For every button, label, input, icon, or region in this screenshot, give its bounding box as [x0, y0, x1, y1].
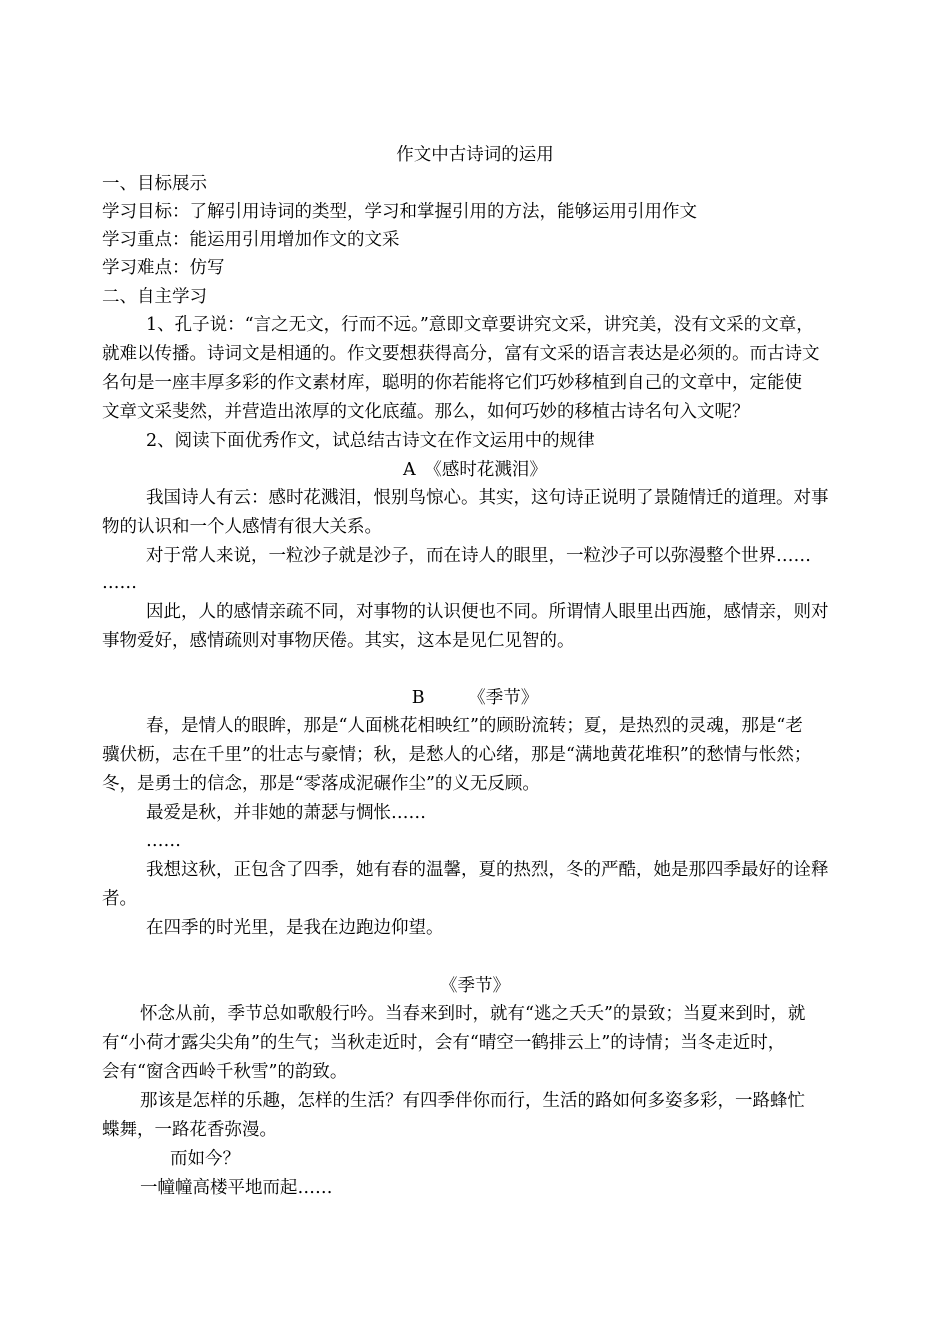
section-heading-goals: 一、目标展示 — [102, 174, 207, 194]
paragraph-line: 蝶舞，一路花香弥漫。 — [102, 1120, 277, 1140]
paragraph-line: 冬，是勇士的信念，那是“零落成泥碾作尘”的义无反顾。 — [102, 774, 540, 794]
paragraph-line: 那该是怎样的乐趣，怎样的生活？有四季伴你而行，生活的路如何多姿多彩，一路蜂忙 — [140, 1091, 805, 1111]
paragraph-line: 春，是情人的眼眸，那是“人面桃花相映红”的顾盼流转；夏，是热烈的灵魂，那是“老 — [146, 716, 803, 736]
paragraph-line: 会有“窗含西岭千秋雪”的韵致。 — [102, 1062, 348, 1082]
paragraph-line: 最爱是秋，并非她的萧瑟与惆怅…… — [146, 803, 426, 823]
learning-goal: 学习目标：了解引用诗词的类型，学习和掌握引用的方法，能够运用引用作文 — [102, 202, 697, 222]
paragraph-line: 文章文采斐然，并营造出浓厚的文化底蕴。那么，如何巧妙的移植古诗名句入文呢？ — [102, 402, 750, 422]
paragraph-line: 而如今？ — [170, 1149, 240, 1169]
paragraph-line: 我国诗人有云：感时花溅泪，恨别鸟惊心。其实，这句诗正说明了景随情迁的道理。对事 — [146, 488, 829, 508]
ellipsis-line: …… — [146, 831, 181, 851]
document-title: 作文中古诗词的运用 — [396, 145, 554, 165]
ellipsis-line: …… — [102, 573, 137, 593]
paragraph-line: 者。 — [102, 889, 137, 909]
paragraph-line: 我想这秋，正包含了四季，她有春的温馨，夏的热烈，冬的严酷，她是那四季最好的诠释 — [146, 860, 829, 880]
paragraph-line: 事物爱好，感情疏则对事物厌倦。其实，这本是见仁见智的。 — [102, 631, 575, 651]
paragraph-line: 骥伏枥，志在千里”的壮志与豪情；秋，是愁人的心绪，那是“满地黄花堆积”的愁情与怅然； — [102, 745, 812, 765]
paragraph-line: 2、阅读下面优秀作文，试总结古诗文在作文运用中的规律 — [146, 431, 595, 451]
paragraph-line: 就难以传播。诗词文是相通的。作文要想获得高分，富有文采的语言表达是必须的。而古诗文 — [102, 344, 820, 364]
paragraph-line: 1、孔子说：“言之无文，行而不远。”意即文章要讲究文采，讲究美，没有文采的文章， — [146, 315, 814, 335]
essay-b-title: B 《季节》 — [411, 688, 539, 708]
paragraph-line: 怀念从前，季节总如歌般行吟。当春来到时，就有“逃之夭夭”的景致；当夏来到时，就 — [140, 1004, 806, 1024]
section-heading-self-study: 二、自主学习 — [102, 287, 207, 307]
essay-a-title: A 《感时花溅泪》 — [403, 460, 547, 480]
paragraph-line: 名句是一座丰厚多彩的作文素材库，聪明的你若能将它们巧妙移植到自己的文章中，定能使 — [102, 373, 802, 393]
paragraph-line: 一幢幢高楼平地而起…… — [140, 1178, 333, 1198]
paragraph-line: 在四季的时光里，是我在边跑边仰望。 — [146, 918, 444, 938]
paragraph-line: 对于常人来说，一粒沙子就是沙子，而在诗人的眼里，一粒沙子可以弥漫整个世界…… — [146, 546, 811, 566]
paragraph-line: 因此，人的感情亲疏不同，对事物的认识便也不同。所谓情人眼里出西施，感情亲，则对 — [146, 602, 829, 622]
learning-focus: 学习重点：能运用引用增加作文的文采 — [102, 230, 400, 250]
essay-c-title: 《季节》 — [440, 976, 510, 996]
paragraph-line: 物的认识和一个人感情有很大关系。 — [102, 517, 382, 537]
paragraph-line: 有“小荷才露尖尖角”的生气；当秋走近时，会有“晴空一鹤排云上”的诗情；当冬走近时， — [102, 1033, 786, 1053]
learning-difficulty: 学习难点：仿写 — [102, 258, 225, 278]
